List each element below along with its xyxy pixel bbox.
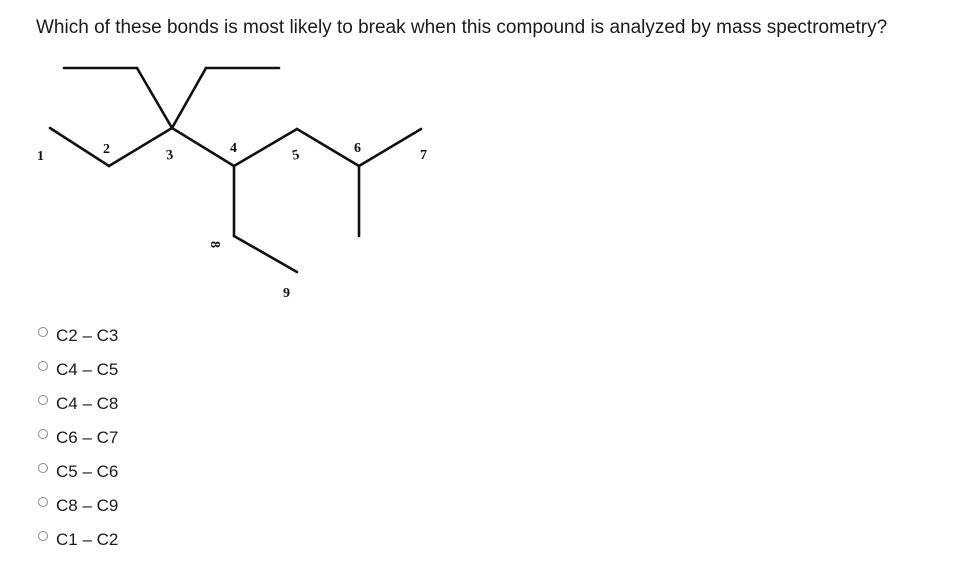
bond-c4-c5: [234, 129, 297, 166]
option-label: C1 – C2: [56, 530, 119, 549]
option-c5-c6[interactable]: [38, 455, 118, 489]
option-label: C5 – C6: [56, 462, 119, 481]
option-label: C8 – C9: [56, 496, 119, 515]
answer-options: [38, 319, 118, 557]
radio-button[interactable]: [38, 429, 48, 439]
bond-c3-c4: [172, 128, 234, 166]
atom-label-1: 1: [37, 149, 44, 164]
bond-c6-c7: [359, 129, 421, 166]
radio-button[interactable]: [38, 361, 48, 371]
option-c2-c3[interactable]: [38, 319, 118, 353]
atom-label-8: 8: [207, 241, 222, 248]
bond-c3-ethyl-right-a: [172, 68, 206, 128]
bond-c2-c3: [109, 128, 175, 166]
option-c4-c5[interactable]: [38, 353, 118, 387]
atom-label-3: 3: [165, 147, 175, 164]
option-label: C6 – C7: [56, 428, 119, 447]
bond-c5-c6: [297, 129, 359, 166]
bond-c1-c2: [50, 128, 109, 166]
radio-button[interactable]: [38, 497, 48, 507]
option-label: C4 – C8: [56, 394, 119, 413]
radio-button[interactable]: [38, 463, 48, 473]
atom-label-2: 2: [103, 142, 110, 157]
radio-button[interactable]: [38, 531, 48, 541]
atom-label-6: 6: [354, 141, 361, 156]
option-label: C4 – C5: [56, 360, 119, 379]
option-c1-c2[interactable]: [38, 523, 118, 557]
radio-button[interactable]: [38, 327, 48, 337]
option-label: C2 – C3: [56, 326, 119, 345]
option-c8-c9[interactable]: [38, 489, 118, 523]
question-text: Which of these bonds is most likely to break when this compound is analyzed by mass spectrometry?: [36, 17, 888, 38]
bond-c3-ethyl-left-a: [137, 68, 172, 128]
option-c6-c7[interactable]: [38, 421, 118, 455]
atom-label-9: 9: [283, 286, 290, 301]
atom-label-7: 7: [420, 148, 427, 163]
radio-button[interactable]: [38, 395, 48, 405]
atom-label-4: 4: [230, 141, 237, 156]
atom-label-5: 5: [290, 147, 301, 164]
bond-c8-c9: [234, 236, 297, 272]
option-c4-c8[interactable]: [38, 387, 118, 421]
